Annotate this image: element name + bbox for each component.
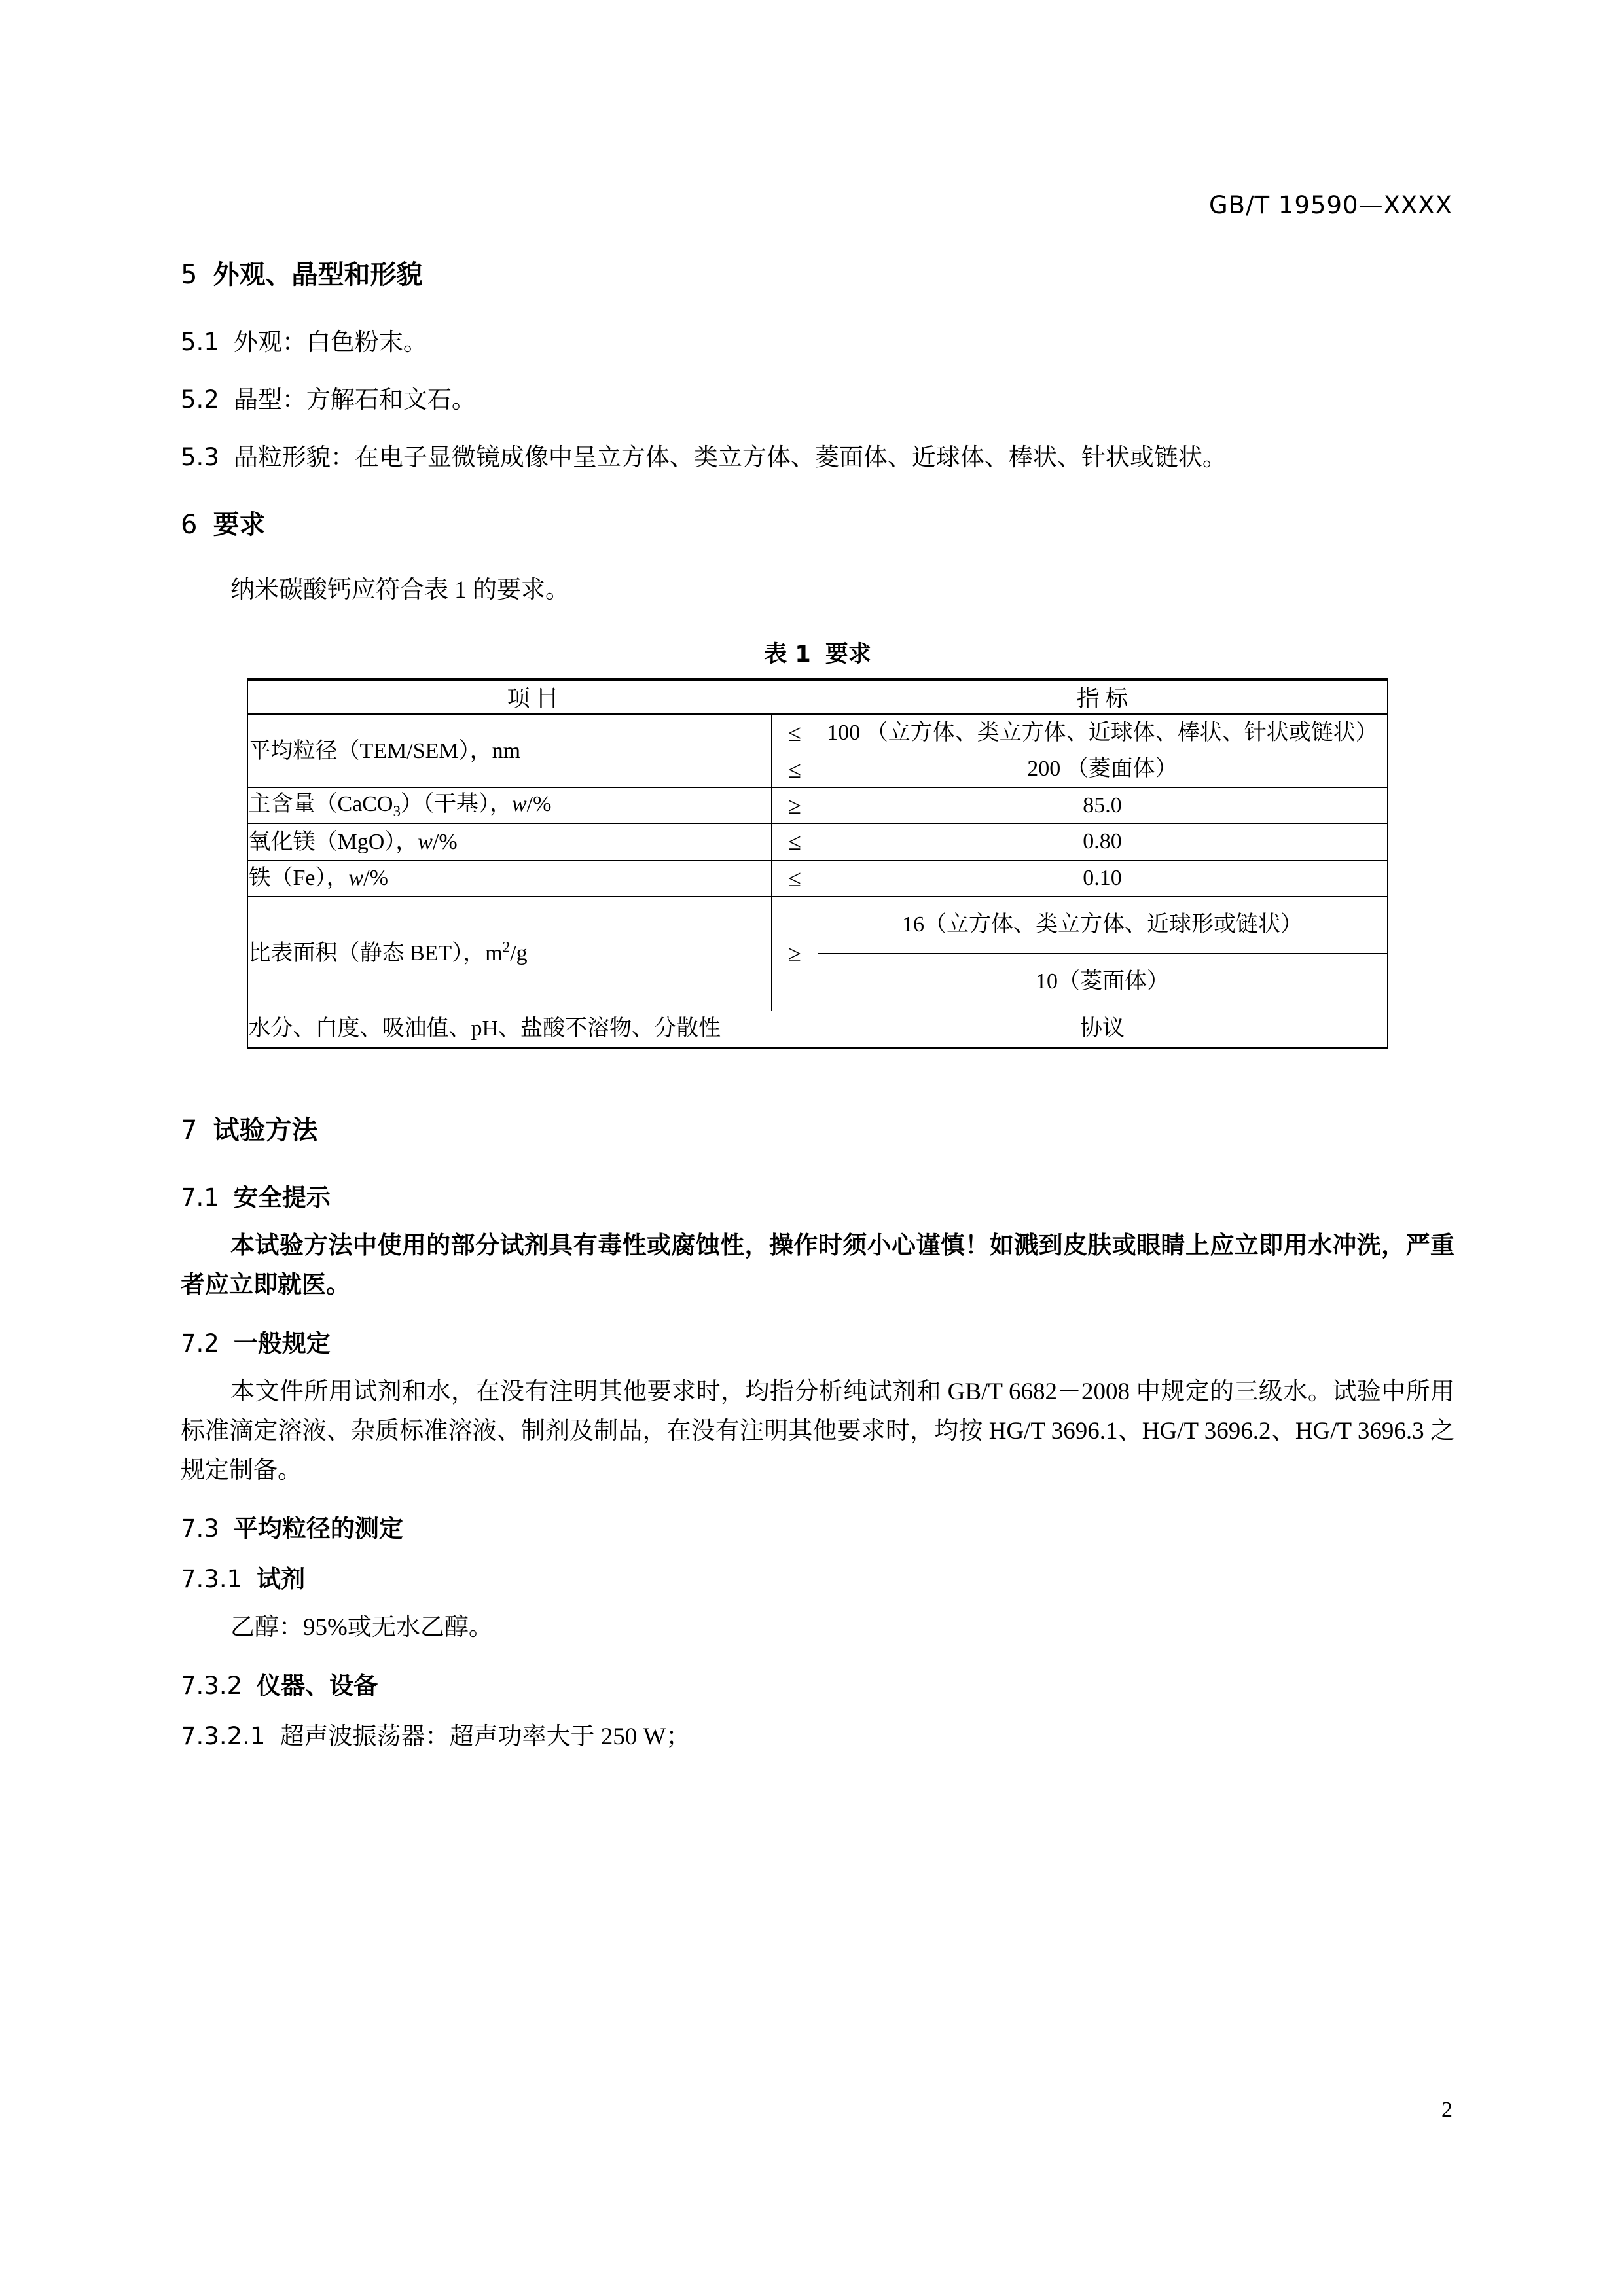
table-header-item: 项 目: [248, 679, 818, 715]
table-cell-sign-0-1: ≤: [772, 751, 818, 787]
clause-7-3-2-1-text: 超声波振荡器：超声功率大于 250 W；: [280, 1723, 691, 1750]
table-cell-item-1: 主含量（CaCO$_3$）（干基），w/%: [248, 787, 772, 823]
page-header-standard-code: GB/T 19590—XXXX: [1209, 191, 1453, 219]
table-1-caption-label: 表 1: [764, 641, 811, 668]
heading-section-7-number: 7: [181, 1115, 198, 1146]
clause-5-2: [181, 387, 1454, 412]
heading-section-6-title: 要求: [213, 510, 266, 540]
table-cell-item-5: 水分、白度、吸油值、pH、盐酸不溶物、分散性: [248, 1011, 818, 1048]
heading-clause-7-2-title: 一般规定: [233, 1329, 331, 1357]
heading-clause-7-3-1-number: 7.3.1: [181, 1564, 243, 1593]
table-cell-item-3: 铁（Fe），w/%: [248, 860, 772, 896]
table-1-caption-title: 要求: [825, 641, 871, 668]
heading-clause-7-3-2-title: 仪器、设备: [257, 1671, 378, 1700]
clause-7-2-body: 本文件所用试剂和水，在没有注明其他要求时，均指分析纯试剂和 GB/T 6682－2008 中规定的三级水。试验中所用标准滴定溶液、杂质标准溶液、制剂及制品，在没有注明其他要求时，均按 HG/T 3696.1、HG/T 3696.2、HG/T 3696.3 之规定制备。: [181, 1378, 1454, 1484]
table-cell-value-0-1: 200 （菱面体）: [818, 751, 1387, 787]
table-cell-item-0: 平均粒径（TEM/SEM），nm: [248, 714, 772, 787]
heading-section-5-number: 5: [181, 260, 198, 290]
table-cell-value-4-1: 10（菱面体）: [818, 954, 1387, 1011]
heading-clause-7-1-title: 安全提示: [233, 1183, 331, 1212]
clause-7-3-1-body: 乙醇：95%或无水乙醇。: [230, 1613, 493, 1641]
table-requirements: [247, 678, 1387, 1049]
table-1-caption: [181, 636, 1454, 678]
table-row: [248, 896, 1387, 953]
heading-clause-7-2-number: 7.2: [181, 1329, 219, 1357]
heading-section-5-title: 外观、晶型和形貌: [213, 260, 423, 290]
heading-section-7: [181, 1115, 1454, 1146]
heading-clause-7-3-1-title: 试剂: [257, 1564, 306, 1593]
table-row: [248, 714, 1387, 751]
table-cell-sign-2-0: ≤: [772, 824, 818, 860]
document-body: [181, 262, 1454, 1749]
clause-5-2-number: 5.2: [181, 386, 219, 414]
table-header-row: [248, 679, 1387, 715]
table-cell-item-2: 氧化镁（MgO），w/%: [248, 824, 772, 860]
table-cell-item-4: 比表面积（静态 BET），$m^2/g$: [248, 896, 772, 1011]
table-cell-sign-1-0: ≥: [772, 787, 818, 823]
heading-clause-7-1: [181, 1185, 1454, 1210]
clause-7-3-2-1: [181, 1721, 1454, 1750]
footer-page-number: 2: [1441, 2098, 1453, 2122]
heading-clause-7-3: [181, 1516, 1454, 1541]
clause-5-3-number: 5.3: [181, 443, 219, 471]
table-cell-value-3-0: 0.10: [818, 860, 1387, 896]
clause-5-1-text: 外观：白色粉末。: [233, 329, 427, 356]
heading-section-6-number: 6: [181, 510, 198, 540]
heading-clause-7-3-number: 7.3: [181, 1514, 219, 1543]
table-cell-sign-0-0: ≤: [772, 714, 818, 751]
table-header-index: 指 标: [818, 679, 1387, 715]
table-row: [248, 787, 1387, 823]
heading-section-5: [181, 262, 1454, 288]
clause-5-3: [181, 445, 1454, 470]
heading-section-7-title: 试验方法: [213, 1115, 318, 1146]
table-row: [248, 1011, 1387, 1048]
heading-clause-7-1-number: 7.1: [181, 1183, 219, 1212]
table-cell-value-4-0: 16（立方体、类立方体、近球形或链状）: [818, 896, 1387, 953]
clause-7-1-body: 本试验方法中使用的部分试剂具有毒性或腐蚀性，操作时须小心谨慎！如溅到皮肤或眼睛上应立即用水冲洗，严重者应立即就医。: [181, 1232, 1454, 1299]
table-cell-value-2-0: 0.80: [818, 824, 1387, 860]
table-cell-value-1-0: 85.0: [818, 787, 1387, 823]
table-cell-sign-4-0: ≥: [772, 896, 818, 1011]
table-cell-sign-3-0: ≤: [772, 860, 818, 896]
table-row: [248, 860, 1387, 896]
clause-5-1: [181, 330, 1454, 355]
clause-7-3-2-1-number: 7.3.2.1: [181, 1721, 266, 1750]
table-cell-value-5-0: 协议: [818, 1011, 1387, 1048]
heading-clause-7-3-2-number: 7.3.2: [181, 1671, 243, 1700]
table-row: [248, 824, 1387, 860]
clause-5-3-text: 晶粒形貌：在电子显微镜成像中呈立方体、类立方体、菱面体、近球体、棒状、针状或链状。: [233, 444, 1227, 471]
table-cell-value-0-0: 100 （立方体、类立方体、近球体、棒状、针状或链状）: [818, 714, 1387, 751]
heading-clause-7-3-2: [181, 1671, 1454, 1700]
heading-clause-7-3-title: 平均粒径的测定: [233, 1514, 403, 1543]
heading-clause-7-3-1: [181, 1564, 1454, 1593]
clause-5-2-text: 晶型：方解石和文石。: [233, 387, 476, 414]
section-6-intro-paragraph: 纳米碳酸钙应符合表 1 的要求。: [230, 577, 569, 603]
heading-section-6: [181, 512, 1454, 538]
clause-5-1-number: 5.1: [181, 328, 219, 356]
heading-clause-7-2: [181, 1331, 1454, 1355]
